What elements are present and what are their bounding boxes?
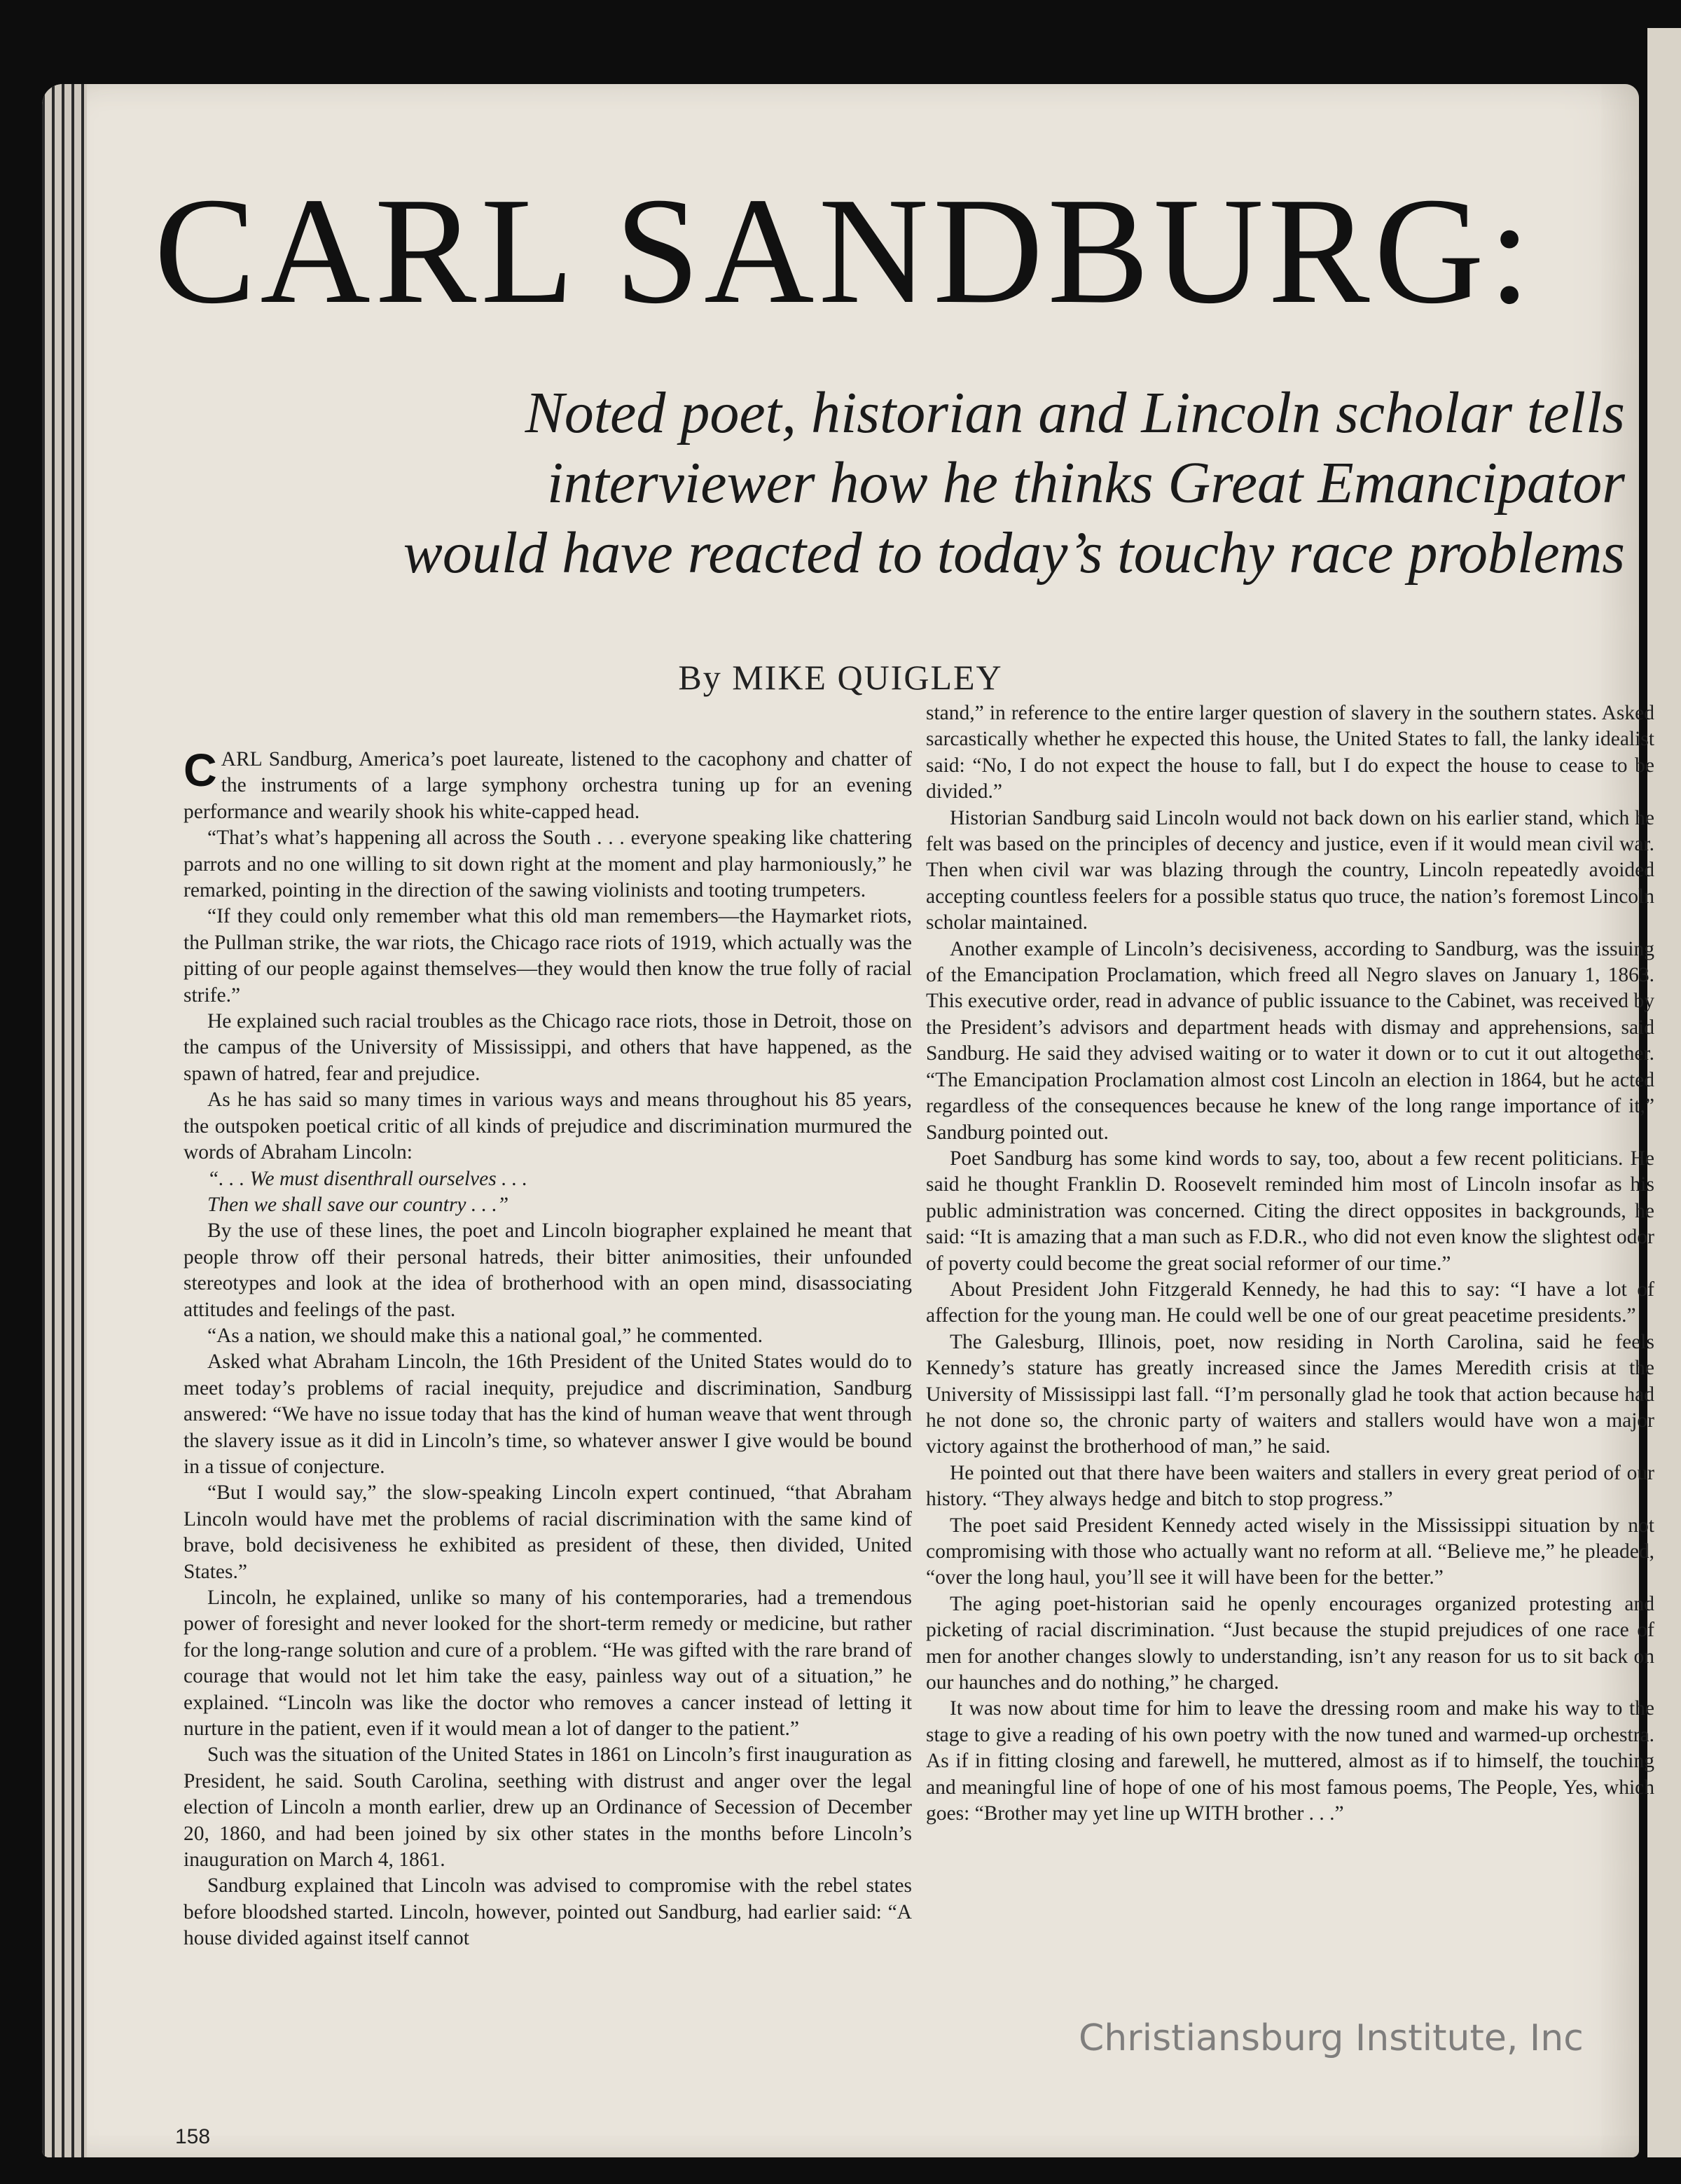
body-paragraph: “If they could only remember what this old man remembers—the Haymarket riots, the Pullman strike, the war riots, the Chicago race riots of 1919, which actually was the pitting of our people against themselves—they would then know the true folly of racial strife.”	[184, 905, 912, 1007]
body-paragraph: Lincoln, he explained, unlike so many of his contemporaries, had a tremendous power of foresight and never looked for the short-term remedy or medicine, but rather for the long-range solution and cure of a problem. “He was gifted with the rare brand of courage that would not let him take the easy, painless way out of a situation,” he explained. “Lincoln was like the doctor who removes a cancer instead of letting it nurture in the patient, even if it would mean a lot of danger to the patient.”	[184, 1587, 912, 1741]
article-headline: CARL SANDBURG:	[154, 167, 1535, 336]
deck-line: interviewer how he thinks Great Emancipator	[547, 450, 1625, 516]
body-paragraph: “That’s what’s happening all across the South . . . everyone speaking like chattering parrots and no one willing to sit down right at the moment and play harmoniously,” he remarked, pointing in the direction of the sawing violinists and tooting trumpeters.	[184, 827, 912, 902]
quote-line: “. . . We must disenthrall ourselves . . .	[207, 1167, 527, 1190]
magazine-page	[42, 84, 1654, 2157]
article-deck	[182, 378, 1625, 588]
page-number: 158	[175, 2125, 211, 2148]
deck-line: Noted poet, historian and Lincoln scholar tells	[525, 380, 1625, 445]
drop-cap: C	[184, 744, 217, 796]
paragraph-text: ARL Sandburg, America’s poet laureate, listened to the cacophony and chatter of the instruments of a large symphony orchestra tuning up for an evening performance and wearily shook his white-capped head.	[184, 748, 912, 823]
body-paragraph: It was now about time for him to leave the dressing room and make his way to the stage to give a reading of his own poetry with the now tuned and warmed-up orchestra. As if in fitting closing and farewell, he muttered, almost as if to himself, the touching and meaningful line of hope of one of his most famous poems, The People, Yes, which goes: “Brother may yet line up WITH brother . . .”	[926, 1697, 1654, 1825]
body-paragraph: The Galesburg, Illinois, poet, now residing in North Carolina, said he feels Kennedy’s stature has greatly increased since the James Meredith crisis at the University of Mississippi last fall. “I’m personally glad he took that action because had he not done so, the chronic party of waiters and stallers would have won a major victory against the brotherhood of man,” he said.	[926, 1330, 1654, 1458]
body-paragraph: The aging poet-historian said he openly encourages organized protesting and picketing of racial discrimination. “Just because the stupid prejudices of one race of men for another changes slowly to understanding, isn’t any reason for us to sit back on our haunches and do nothing,” he charged.	[926, 1592, 1654, 1694]
body-paragraph: As he has said so many times in various ways and means throughout his 85 years, the outspoken poetical critic of all kinds of prejudice and discrimination murmured the words of Abraham Lincoln:	[184, 1088, 912, 1164]
body-paragraph: Asked what Abraham Lincoln, the 16th President of the United States would do to meet today’s problems of racial inequity, prejudice and discrimination, Sandburg answered: “We have no issue today that has the kind of human weave that went through the slavery issue as it did in Lincoln’s time, so whatever answer I give would be bound in a tissue of conjecture.	[184, 1350, 912, 1478]
right-text-column	[926, 700, 1654, 1827]
body-paragraph: By the use of these lines, the poet and Lincoln biographer explained he meant that people throw off their personal hatreds, their bitter animosities, their unfounded stereotypes and look at the idea of brotherhood with an open mind, disassociating attitudes and feelings of the past.	[184, 1219, 912, 1321]
body-paragraph: About President John Fitzgerald Kennedy, he had this to say: “I have a lot of affection for the young man. He could well be one of our great peacetime presidents.”	[926, 1278, 1654, 1327]
left-text-column	[184, 744, 912, 1952]
body-paragraph: He explained such racial troubles as the Chicago race riots, those in Detroit, those on the campus of the University of Mississippi, and others that have happened, as the spawn of hatred, fear and prejudice.	[184, 1010, 912, 1085]
watermark: Christiansburg Institute, Inc	[1079, 2017, 1584, 2059]
body-paragraph: Historian Sandburg said Lincoln would not back down on his earlier stand, which he felt was based on the principles of decency and justice, even if it would mean civil war. Then when civil war was blazing through the country, Lincoln repeatedly avoided accepting countless feelers for a possible status quo truce, the nation’s foremost Lincoln scholar maintained.	[926, 806, 1654, 934]
body-paragraph: Sandburg explained that Lincoln was advised to compromise with the rebel states before bloodshed started. Lincoln, however, pointed out Sandburg, had earlier said: “A house divided against itself cannot	[184, 1874, 912, 1950]
body-paragraph: Another example of Lincoln’s decisiveness, according to Sandburg, was the issuing of the Emancipation Proclamation, which freed all Negro slaves on January 1, 1863. This executive order, read in advance of public issuance to the Cabinet, was received by the President’s advisors and department heads with dismay and apprehensions, said Sandburg. He said they advised waiting or to water it down or to cut it out altogether. “The Emancipation Proclamation almost cost Lincoln an election in 1864, but he acted regardless of the consequences because he knew of the long range importance of it,” Sandburg pointed out.	[926, 937, 1654, 1144]
quote-line: Then we shall save our country . . .”	[207, 1193, 509, 1216]
body-paragraph: The poet said President Kennedy acted wisely in the Mississippi situation by not compromising with those who actually want no reform at all. “Believe me,” he pleaded, “over the long haul, you’ll see it will have been for the better.”	[926, 1514, 1654, 1589]
body-paragraph: He pointed out that there have been waiters and stallers in every great period of our history. “They always hedge and bitch to stop progress.”	[926, 1461, 1654, 1511]
body-paragraph: Such was the situation of the United States in 1861 on Lincoln’s first inauguration as President, he said. South Carolina, seething with distrust and anger over the legal election of Lincoln a month earlier, drew up an Ordinance of Secession of December 20, 1860, and had been joined by six other states in the months before Lincoln’s inauguration on March 4, 1861.	[184, 1743, 912, 1872]
body-paragraph: stand,” in reference to the entire larger question of slavery in the southern states. Asked sarcastically whether he expected this house, the United States to fall, the lanky idealist said: “No, I do not expect the house to fall, but I do expect the house to cease to be divided.”	[926, 702, 1654, 803]
body-paragraph: Poet Sandburg has some kind words to say, too, about a few recent politicians. He said he thought Franklin D. Roosevelt reminded him most of Lincoln insofar as his public administration was concerned. Citing the direct opposites in backgrounds, he said: “It is amazing that a man such as F.D.R., who did not even know the slightest odor of poverty could become the great social reformer of our time.”	[926, 1147, 1654, 1275]
body-paragraph: “But I would say,” the slow-speaking Lincoln expert continued, “that Abraham Lincoln would have met the problems of racial discrimination with the same kind of brave, bold decisiveness he exhibited as president of these, then divided, United States.”	[184, 1481, 912, 1583]
body-paragraph: “As a nation, we should make this a national goal,” he commented.	[207, 1324, 763, 1347]
deck-line: would have reacted to today’s touchy race problems	[403, 520, 1625, 586]
article-byline: By MIKE QUIGLEY	[678, 658, 1003, 697]
binding-gutter	[42, 84, 87, 2157]
body-paragraph	[184, 744, 912, 825]
